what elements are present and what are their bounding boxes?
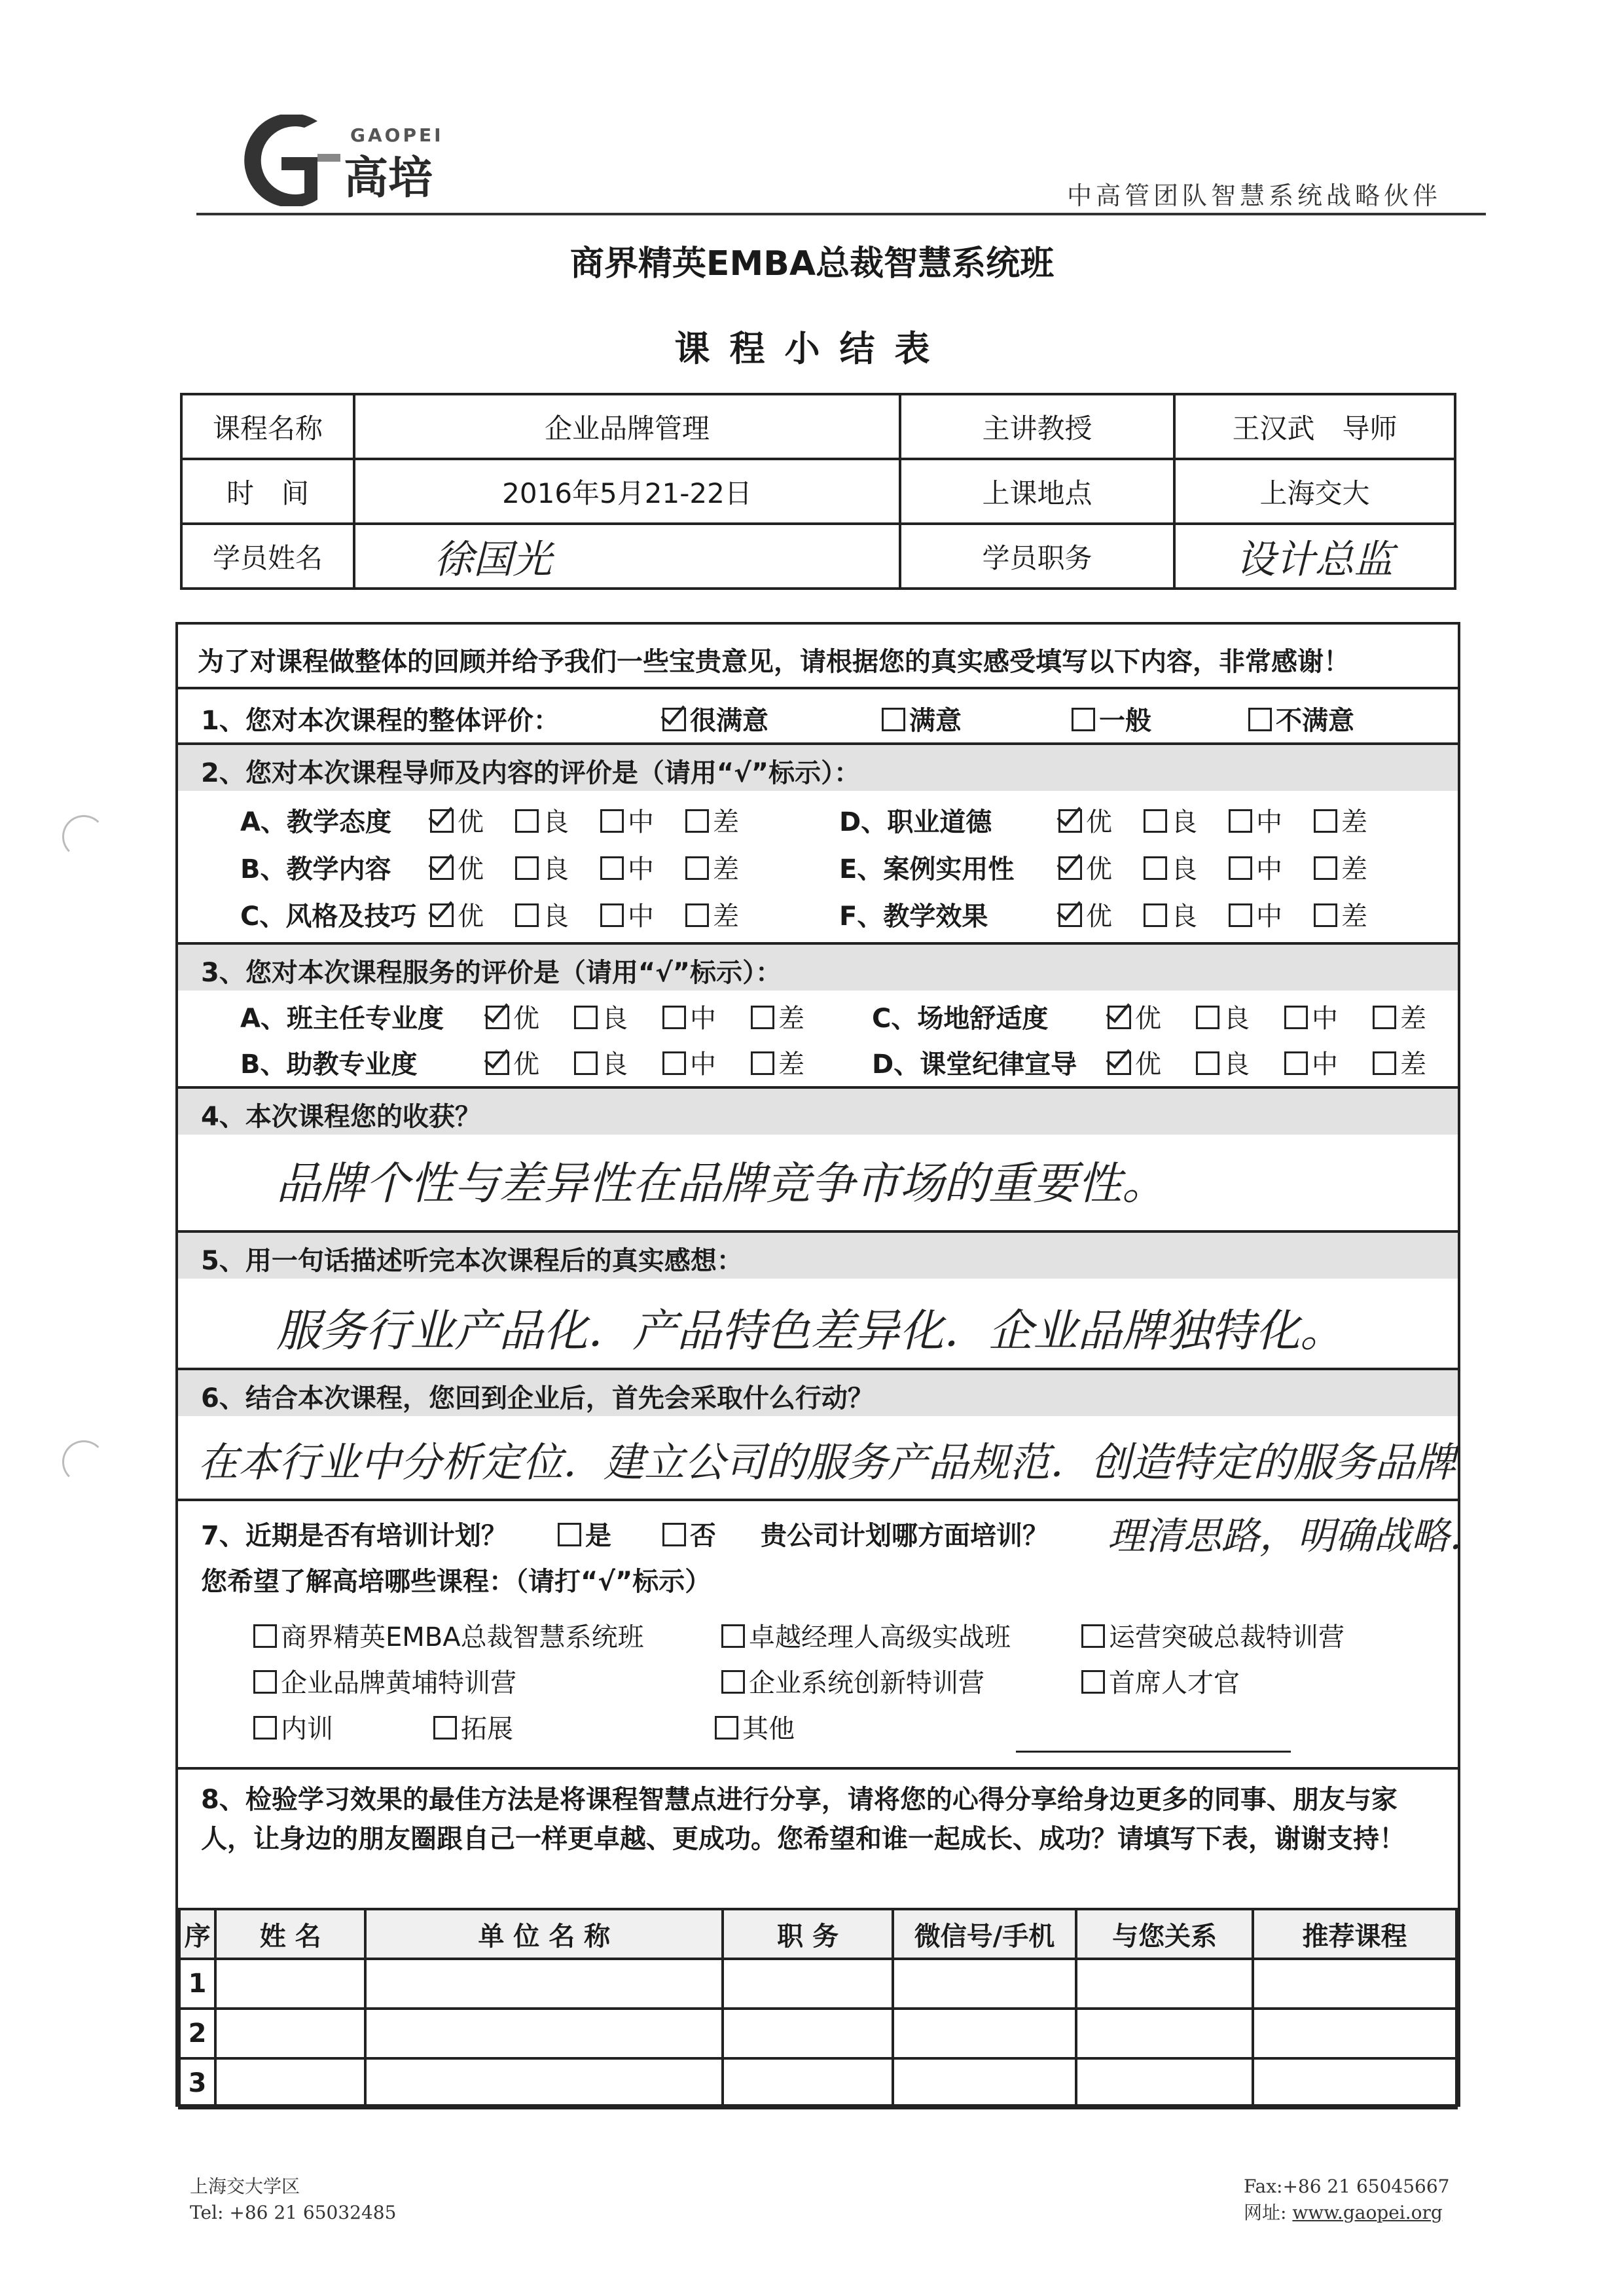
table-header: 姓 名 xyxy=(215,1909,365,1959)
checkbox-icon[interactable] xyxy=(1229,903,1252,927)
q2-grade-option[interactable]: 良 xyxy=(515,848,569,886)
q1-label: 1、您对本次课程的整体评价： xyxy=(201,706,560,736)
logo-cn: 高培 xyxy=(344,153,433,204)
q3-grade-option[interactable]: 中 xyxy=(1284,1044,1338,1081)
q3-grade-option[interactable]: 差 xyxy=(1373,998,1426,1035)
q2-grade-option[interactable]: 优 xyxy=(430,896,484,933)
tagline: 中高管团队智慧系统战略伙伴 xyxy=(1067,181,1442,210)
place-value[interactable]: 上海交大 xyxy=(1174,459,1455,524)
fax: Fax:+86 21 65045667 xyxy=(1244,2176,1450,2197)
q8-text: 8、检验学习效果的最佳方法是将课程智慧点进行分享，请将您的心得分享给身边更多的同事、朋友与家人，让身边的朋友圈跟自己一样更卓越、更成功。您希望和谁一起成长、成功？请填写下表，谢谢支持！ xyxy=(201,1785,1405,1854)
checkbox-icon[interactable] xyxy=(1373,1006,1396,1029)
checkbox-icon[interactable] xyxy=(1081,1670,1105,1694)
role-label: 学员职务 xyxy=(900,524,1174,589)
checkbox-icon[interactable] xyxy=(253,1716,277,1740)
checkbox-icon[interactable] xyxy=(715,1716,738,1740)
row-number: 1 xyxy=(179,1959,215,2009)
recommend-table xyxy=(178,1908,1458,2109)
course-option[interactable]: 内训 xyxy=(253,1708,333,1745)
q4-label: 4、本次课程您的收获？ xyxy=(201,1102,481,1132)
q2-grade-option[interactable]: 良 xyxy=(515,896,569,933)
checkbox-icon[interactable] xyxy=(1229,856,1252,880)
checkbox-icon[interactable] xyxy=(600,856,624,880)
q2-grade-option[interactable]: 中 xyxy=(600,896,654,933)
q2-grade-option[interactable]: 优 xyxy=(1058,848,1112,886)
page-subtitle: 课程小结表 xyxy=(674,328,950,369)
q3-grade-option[interactable]: 良 xyxy=(574,998,628,1035)
q2-grade-option[interactable]: 优 xyxy=(430,848,484,886)
q1-option-average[interactable]: 一般 xyxy=(1072,700,1151,737)
table-cell[interactable] xyxy=(1253,2058,1456,2108)
q6-answer-continued[interactable]: 理清思路，明确战略． xyxy=(1108,1514,1488,1558)
table-row xyxy=(179,2009,1456,2058)
other-input-line[interactable] xyxy=(1016,1724,1291,1753)
checkbox-icon[interactable] xyxy=(1248,708,1272,731)
checkbox-icon[interactable] xyxy=(882,708,905,731)
footer-right xyxy=(1244,2174,1449,2226)
website[interactable]: 网址: www.gaopei.org xyxy=(1244,2202,1443,2223)
q2-item-label: F、教学效果 xyxy=(839,902,988,932)
q2-grade-option[interactable]: 差 xyxy=(685,896,739,933)
table-cell[interactable] xyxy=(1076,1959,1253,2009)
q7-which-label: 贵公司计划哪方面培训？ xyxy=(761,1521,1049,1551)
q3-item-label: B、助教专业度 xyxy=(240,1049,418,1080)
checkbox-icon[interactable] xyxy=(685,809,709,833)
q2-grade-option[interactable]: 差 xyxy=(685,848,739,886)
intro-text: 为了对课程做整体的回顾并给予我们一些宝贵意见，请根据您的真实感受填写以下内容，非常感谢！ xyxy=(198,647,1350,677)
table-cell[interactable] xyxy=(893,2009,1076,2058)
checkbox-icon[interactable] xyxy=(1108,1006,1131,1029)
checkbox-icon[interactable] xyxy=(1144,903,1167,927)
table-cell[interactable] xyxy=(365,2009,723,2058)
table-header: 推荐课程 xyxy=(1253,1909,1456,1959)
table-cell[interactable] xyxy=(893,1959,1076,2009)
checkbox-icon[interactable] xyxy=(600,903,624,927)
q3-grade-option[interactable]: 良 xyxy=(1196,1044,1250,1081)
q2-grade-option[interactable]: 良 xyxy=(1144,848,1197,886)
checkbox-icon[interactable] xyxy=(486,1006,509,1029)
checkbox-icon[interactable] xyxy=(662,1006,686,1029)
q2-item-label: E、案例实用性 xyxy=(839,854,1015,884)
checkbox-icon[interactable] xyxy=(1144,809,1167,833)
checkbox-icon[interactable] xyxy=(253,1670,277,1694)
q2-grade-option[interactable]: 中 xyxy=(1229,801,1282,839)
q2-grade-option[interactable]: 中 xyxy=(600,801,654,839)
checkbox-icon[interactable] xyxy=(751,1006,774,1029)
footer-left xyxy=(190,2174,396,2226)
q3-item-label: D、课堂纪律宣导 xyxy=(872,1049,1077,1080)
checkbox-icon[interactable] xyxy=(1196,1051,1219,1075)
survey-form xyxy=(175,622,1488,2107)
checkbox-icon[interactable] xyxy=(1058,856,1082,880)
q3-grade-option[interactable]: 优 xyxy=(1108,998,1161,1035)
q7-label: 7、近期是否有培训计划？ xyxy=(201,1521,507,1551)
q2-item-label: B、教学内容 xyxy=(240,854,391,884)
checkbox-icon[interactable] xyxy=(685,856,709,880)
course-option[interactable]: 商界精英EMBA总裁智慧系统班 xyxy=(253,1616,644,1654)
q2-item-label: C、风格及技巧 xyxy=(240,902,417,932)
checkbox-icon[interactable] xyxy=(486,1051,509,1075)
q3-grade-option[interactable]: 优 xyxy=(486,1044,539,1081)
course-value[interactable]: 企业品牌管理 xyxy=(354,394,900,459)
checkbox-icon[interactable] xyxy=(721,1624,745,1648)
q5-answer[interactable]: 服务行业产品化．产品特色差异化．企业品牌独特化。 xyxy=(276,1305,1345,1357)
table-cell[interactable] xyxy=(215,2009,365,2058)
table-cell[interactable] xyxy=(723,2058,893,2108)
time-label: 时 间 xyxy=(181,459,354,524)
q2-grade-option[interactable]: 差 xyxy=(1314,848,1367,886)
table-cell[interactable] xyxy=(365,1959,723,2009)
q3-item-label: A、班主任专业度 xyxy=(240,1004,444,1034)
place-label: 上课地点 xyxy=(900,459,1174,524)
q3-grade-option[interactable]: 优 xyxy=(1108,1044,1161,1081)
q6-answer[interactable]: 在本行业中分析定位．建立公司的服务产品规范．创造特定的服务品牌 xyxy=(198,1438,1456,1486)
checkbox-icon[interactable] xyxy=(662,1523,686,1546)
course-option[interactable]: 企业系统创新特训营 xyxy=(721,1662,984,1700)
q5-label: 5、用一句话描述听完本次课程后的真实感想： xyxy=(201,1246,743,1276)
checkbox-icon[interactable] xyxy=(1196,1006,1219,1029)
table-cell[interactable] xyxy=(1253,1959,1456,2009)
checkbox-icon[interactable] xyxy=(430,856,454,880)
row-number: 2 xyxy=(179,2009,215,2058)
q1-option-satisfied[interactable]: 满意 xyxy=(882,700,962,737)
table-cell[interactable] xyxy=(1253,2009,1456,2058)
checkbox-icon[interactable] xyxy=(1314,809,1337,833)
checkbox-icon[interactable] xyxy=(662,1051,686,1075)
checkbox-icon[interactable] xyxy=(1072,708,1095,731)
table-header: 序 xyxy=(179,1909,215,1959)
q2-grade-option[interactable]: 差 xyxy=(685,801,739,839)
checkbox-icon[interactable] xyxy=(574,1006,598,1029)
q3-grade-option[interactable]: 中 xyxy=(1284,998,1338,1035)
table-header: 微信号/手机 xyxy=(893,1909,1076,1959)
q2-grade-option[interactable]: 中 xyxy=(1229,896,1282,933)
q3-grade-option[interactable]: 中 xyxy=(662,998,716,1035)
logo-en: GAOPEI xyxy=(350,124,444,146)
table-cell[interactable] xyxy=(723,1959,893,2009)
checkbox-icon[interactable] xyxy=(515,856,539,880)
course-option[interactable]: 企业品牌黄埔特训营 xyxy=(253,1662,516,1700)
info-table xyxy=(180,393,1456,590)
tel: Tel: +86 21 65032485 xyxy=(190,2202,397,2223)
q2-label: 2、您对本次课程导师及内容的评价是（请用“√”标示）： xyxy=(201,758,861,788)
row-number: 3 xyxy=(179,2058,215,2108)
table-cell[interactable] xyxy=(1076,2058,1253,2108)
table-cell[interactable] xyxy=(723,2009,893,2058)
q3-item-label: C、场地舒适度 xyxy=(872,1004,1049,1034)
q2-grade-option[interactable]: 优 xyxy=(430,801,484,839)
checkbox-icon[interactable] xyxy=(1284,1051,1308,1075)
q2-item-label: A、教学态度 xyxy=(240,807,391,837)
q7-yes[interactable]: 是 xyxy=(558,1515,611,1552)
table-row xyxy=(179,1959,1456,2009)
q3-grade-option[interactable]: 优 xyxy=(486,998,539,1035)
header-divider xyxy=(196,213,1486,215)
checkbox-icon[interactable] xyxy=(1108,1051,1131,1075)
punch-hole-icon xyxy=(62,815,105,858)
prof-label: 主讲教授 xyxy=(900,394,1174,459)
checkbox-icon[interactable] xyxy=(685,903,709,927)
checkbox-icon[interactable] xyxy=(662,708,686,731)
page-title: 商界精英EMBA总裁智慧系统班 xyxy=(569,244,1055,283)
q3-label: 3、您对本次课程服务的评价是（请用“√”标示）： xyxy=(201,958,782,988)
q1-option-very-satisfied[interactable]: 很满意 xyxy=(662,700,768,737)
checkbox-icon[interactable] xyxy=(1058,809,1082,833)
role-value[interactable]: 设计总监 xyxy=(1174,524,1455,589)
course-option[interactable]: 拓展 xyxy=(433,1708,513,1745)
table-header: 单 位 名 称 xyxy=(365,1909,723,1959)
course-option[interactable]: 首席人才官 xyxy=(1081,1662,1240,1700)
punch-hole-icon xyxy=(62,1440,105,1484)
q2-grade-option[interactable]: 优 xyxy=(1058,896,1112,933)
table-cell[interactable] xyxy=(893,2058,1076,2108)
table-row xyxy=(179,2058,1456,2108)
course-label: 课程名称 xyxy=(181,394,354,459)
q3-grade-option[interactable]: 差 xyxy=(1373,1044,1426,1081)
q1-option-unsatisfied[interactable]: 不满意 xyxy=(1248,700,1354,737)
course-option[interactable]: 运营突破总裁特训营 xyxy=(1081,1616,1344,1654)
name-label: 学员姓名 xyxy=(181,524,354,589)
checkbox-icon[interactable] xyxy=(751,1051,774,1075)
q3-grade-option[interactable]: 良 xyxy=(1196,998,1250,1035)
checkbox-icon[interactable] xyxy=(515,903,539,927)
q3-grade-option[interactable]: 中 xyxy=(662,1044,716,1081)
q2-grade-option[interactable]: 良 xyxy=(1144,801,1197,839)
checkbox-icon[interactable] xyxy=(1373,1051,1396,1075)
table-cell[interactable] xyxy=(365,2058,723,2108)
table-header: 职 务 xyxy=(723,1909,893,1959)
prof-value[interactable]: 王汉武 导师 xyxy=(1174,394,1455,459)
checkbox-icon[interactable] xyxy=(558,1523,581,1546)
checkbox-icon[interactable] xyxy=(515,809,539,833)
checkbox-icon[interactable] xyxy=(1144,856,1167,880)
table-header: 与您关系 xyxy=(1076,1909,1253,1959)
checkbox-icon[interactable] xyxy=(430,903,454,927)
checkbox-icon[interactable] xyxy=(1314,856,1337,880)
checkbox-icon[interactable] xyxy=(1314,903,1337,927)
q2-grade-option[interactable]: 中 xyxy=(1229,848,1282,886)
q2-grade-option[interactable]: 差 xyxy=(1314,801,1367,839)
checkbox-icon[interactable] xyxy=(1229,809,1252,833)
name-value[interactable]: 徐国光 xyxy=(354,524,900,589)
q2-grade-option[interactable]: 优 xyxy=(1058,801,1112,839)
checkbox-icon[interactable] xyxy=(600,809,624,833)
q2-grade-option[interactable]: 良 xyxy=(1144,896,1197,933)
checkbox-icon[interactable] xyxy=(574,1051,598,1075)
q4-answer[interactable]: 品牌个性与差异性在品牌竞争市场的重要性。 xyxy=(276,1158,1167,1210)
checkbox-icon[interactable] xyxy=(1284,1006,1308,1029)
course-option[interactable]: 卓越经理人高级实战班 xyxy=(721,1616,1011,1654)
checkbox-icon[interactable] xyxy=(721,1670,745,1694)
q6-label: 6、结合本次课程，您回到企业后，首先会采取什么行动？ xyxy=(201,1383,874,1413)
campus: 上海交大学区 xyxy=(190,2176,300,2197)
checkbox-icon[interactable] xyxy=(253,1624,277,1648)
q7-no[interactable]: 否 xyxy=(662,1515,716,1552)
q3-grade-option[interactable]: 良 xyxy=(574,1044,628,1081)
q2-grade-option[interactable]: 中 xyxy=(600,848,654,886)
q2-grade-option[interactable]: 良 xyxy=(515,801,569,839)
table-cell[interactable] xyxy=(215,2058,365,2108)
q3-grade-option[interactable]: 差 xyxy=(751,998,804,1035)
checkbox-icon[interactable] xyxy=(1081,1624,1105,1648)
q3-grade-option[interactable]: 差 xyxy=(751,1044,804,1081)
table-cell[interactable] xyxy=(215,1959,365,2009)
table-cell[interactable] xyxy=(1076,2009,1253,2058)
course-option[interactable]: 其他 xyxy=(715,1708,795,1745)
time-value[interactable]: 2016年5月21-22日 xyxy=(354,459,900,524)
checkbox-icon[interactable] xyxy=(1058,903,1082,927)
q7-want-label: 您希望了解高培哪些课程：（请打“√”标示） xyxy=(201,1567,712,1597)
q2-item-label: D、职业道德 xyxy=(839,807,992,837)
q2-grade-option[interactable]: 差 xyxy=(1314,896,1367,933)
checkbox-icon[interactable] xyxy=(433,1716,457,1740)
checkbox-icon[interactable] xyxy=(430,809,454,833)
